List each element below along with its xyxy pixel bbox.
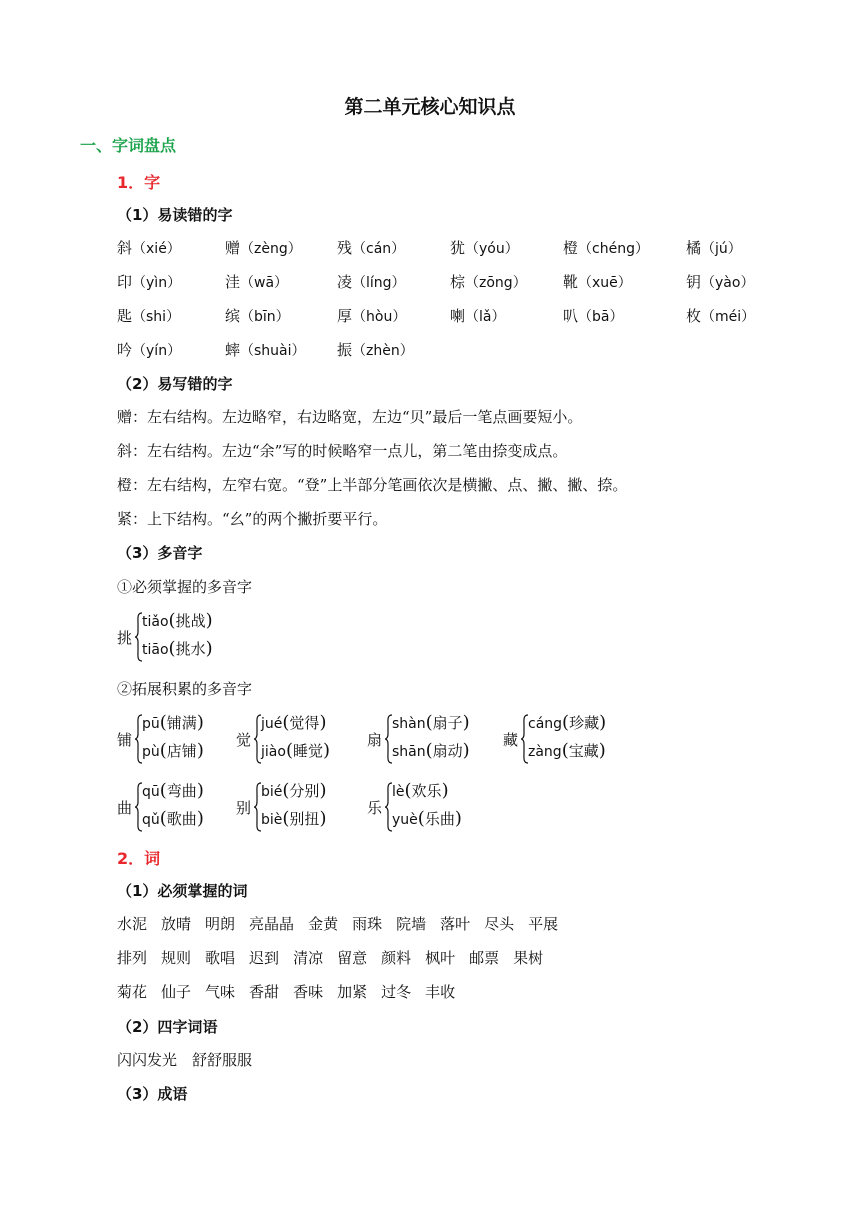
polyphone-char: 曲 (117, 799, 133, 817)
subheading-must-words: （1）必须掌握的词 (117, 882, 248, 900)
part-heading-words: 2．词 (117, 849, 161, 868)
misread-char (117, 237, 181, 258)
pinyin: shān (392, 744, 426, 760)
char: 赠 (225, 239, 241, 257)
misread-char (225, 339, 306, 360)
example-word: 宝藏 (568, 742, 599, 760)
polyphone-reading: lè(欢乐) (392, 780, 449, 801)
pinyin: yuè (392, 812, 418, 828)
misread-char (450, 237, 519, 258)
pinyin: （chéng） (578, 241, 649, 257)
write-note: 赠：左右结构。左边略窄，右边略宽，左边“贝”最后一笔点画要短小。 (117, 408, 583, 426)
polyphone-char: 乐 (367, 799, 383, 817)
polyphones-extended-label: ②拓展积累的多音字 (117, 680, 253, 698)
word: 规则 (161, 949, 192, 967)
misread-char (225, 237, 302, 258)
word: 气味 (205, 983, 236, 1001)
word: 过冬 (381, 983, 412, 1001)
example-word: 挑战 (175, 612, 206, 630)
char: 钥 (686, 273, 702, 291)
polyphone-reading: qǔ(歌曲) (142, 808, 204, 829)
word: 平展 (528, 915, 559, 933)
char: 叭 (563, 307, 579, 325)
char: 洼 (225, 273, 241, 291)
misread-char (563, 305, 623, 326)
pinyin: qū (142, 784, 160, 800)
pinyin: jué (261, 716, 283, 732)
word: 金黄 (308, 915, 339, 933)
example-word: 扇动 (432, 742, 463, 760)
pinyin: （méi） (701, 309, 756, 325)
example-word: 铺满 (166, 714, 197, 732)
word: 迟到 (249, 949, 280, 967)
word: 果树 (513, 949, 544, 967)
word: 落叶 (440, 915, 471, 933)
example-word: 别扭 (289, 810, 320, 828)
word: 颜料 (381, 949, 412, 967)
section-heading-vocab: 一、字词盘点 (80, 136, 177, 155)
polyphone-char: 挑 (117, 629, 133, 647)
example-word: 挑水 (175, 640, 206, 658)
page-title: 第二单元核心知识点 (344, 96, 516, 118)
misread-char (563, 271, 632, 292)
polyphone-char: 扇 (367, 731, 383, 749)
word: 院墙 (396, 915, 427, 933)
word: 邮票 (469, 949, 500, 967)
pinyin: bié (261, 784, 283, 800)
polyphone-char: 藏 (503, 731, 519, 749)
polyphone-reading: jué(觉得) (261, 712, 327, 733)
example-word: 扇子 (432, 714, 463, 732)
pinyin: tiǎo (142, 614, 169, 630)
polyphone-char: 别 (236, 799, 252, 817)
example-word: 店铺 (166, 742, 197, 760)
example-word: 欢乐 (411, 782, 442, 800)
subheading-miswritten: （2）易写错的字 (117, 375, 233, 393)
pinyin: （cán） (352, 241, 406, 257)
pinyin: （jú） (701, 241, 742, 257)
pinyin: pū (142, 716, 160, 732)
word: 清凉 (293, 949, 324, 967)
misread-char (337, 271, 406, 292)
polyphone-char: 铺 (117, 731, 133, 749)
polyphone-reading: cáng(珍藏) (528, 712, 607, 733)
polyphone-reading: pū(铺满) (142, 712, 204, 733)
pinyin: cáng (528, 716, 563, 732)
char: 橘 (686, 239, 702, 257)
char: 棕 (450, 273, 466, 291)
polyphone-reading: biè(别扭) (261, 808, 327, 829)
pinyin: biè (261, 812, 283, 828)
char: 犹 (450, 239, 466, 257)
word: 水泥 (117, 915, 148, 933)
polyphone-reading: jiào(睡觉) (261, 740, 331, 761)
char: 匙 (117, 307, 133, 325)
word: 丰收 (425, 983, 456, 1001)
word: 菊花 (117, 983, 148, 1001)
word: 尽头 (484, 915, 515, 933)
char: 蟀 (225, 341, 241, 359)
pinyin: （xié） (132, 241, 181, 257)
word: 香甜 (249, 983, 280, 1001)
word-row (117, 947, 557, 968)
write-note: 紧：上下结构。“幺”的两个撇折要平行。 (117, 510, 388, 528)
pinyin: zàng (528, 744, 562, 760)
polyphone-reading: shàn(扇子) (392, 712, 470, 733)
polyphone-reading: pù(店铺) (142, 740, 204, 761)
word: 亮晶晶 (249, 915, 295, 933)
char: 枚 (686, 307, 702, 325)
misread-char (117, 271, 181, 292)
word: 加紧 (337, 983, 368, 1001)
char: 凌 (337, 273, 353, 291)
pinyin: （bā） (578, 309, 624, 325)
pinyin: qǔ (142, 812, 160, 828)
write-note: 斜：左右结构。左边“余”写的时候略窄一点儿，第二笔由捺变成点。 (117, 442, 568, 460)
word: 枫叶 (425, 949, 456, 967)
pinyin: tiāo (142, 642, 169, 658)
word: 雨珠 (352, 915, 383, 933)
pinyin: （shi） (132, 309, 181, 325)
char: 残 (337, 239, 353, 257)
char: 靴 (563, 273, 579, 291)
word-row (117, 913, 572, 934)
example-word: 睡觉 (292, 742, 323, 760)
pinyin: （shuài） (240, 343, 306, 359)
misread-char (225, 271, 288, 292)
misread-char (117, 305, 180, 326)
char: 喇 (450, 307, 466, 325)
write-note: 橙：左右结构，左窄右宽。“登”上半部分笔画依次是横撇、点、撇、撇、捺。 (117, 476, 628, 494)
pinyin: （xuē） (578, 275, 632, 291)
word-row (117, 981, 469, 1002)
word: 留意 (337, 949, 368, 967)
misread-char (450, 305, 505, 326)
pinyin: （bīn） (240, 309, 290, 325)
word: 歌唱 (205, 949, 236, 967)
polyphone-reading: bié(分别) (261, 780, 327, 801)
char: 缤 (225, 307, 241, 325)
pinyin: （zhèn） (352, 343, 414, 359)
misread-char (337, 237, 405, 258)
polyphone-reading: shān(扇动) (392, 740, 470, 761)
four-char-words: 闪闪发光 舒舒服服 (117, 1051, 253, 1069)
word: 仙子 (161, 983, 192, 1001)
word: 香味 (293, 983, 324, 1001)
pinyin: （yào） (701, 275, 755, 291)
pinyin: lè (392, 784, 405, 800)
example-word: 歌曲 (166, 810, 197, 828)
pinyin: jiào (261, 744, 286, 760)
pinyin: （yóu） (465, 241, 519, 257)
subheading-four-char-words: （2）四字词语 (117, 1018, 218, 1036)
char: 印 (117, 273, 133, 291)
polyphone-char: 觉 (236, 731, 252, 749)
pinyin: （zōng） (465, 275, 527, 291)
pinyin: （wā） (240, 275, 289, 291)
misread-char (686, 237, 742, 258)
example-word: 弯曲 (166, 782, 197, 800)
pinyin: pù (142, 744, 160, 760)
word: 放晴 (161, 915, 192, 933)
misread-char (686, 271, 754, 292)
char: 斜 (117, 239, 133, 257)
char: 吟 (117, 341, 133, 359)
polyphone-reading: yuè(乐曲) (392, 808, 462, 829)
char: 振 (337, 341, 353, 359)
polyphone-reading: zàng(宝藏) (528, 740, 606, 761)
subheading-idioms: （3）成语 (117, 1085, 188, 1103)
misread-char (450, 271, 527, 292)
polyphone-reading: tiǎo(挑战) (142, 610, 213, 631)
subheading-polyphones: （3）多音字 (117, 544, 203, 562)
char: 厚 (337, 307, 353, 325)
pinyin: （yín） (132, 343, 182, 359)
subheading-misread: （1）易读错的字 (117, 206, 233, 224)
word: 明朗 (205, 915, 236, 933)
example-word: 珍藏 (569, 714, 600, 732)
misread-char (117, 339, 181, 360)
misread-char (563, 237, 649, 258)
pinyin: （yìn） (132, 275, 182, 291)
pinyin: （líng） (352, 275, 406, 291)
example-word: 觉得 (289, 714, 320, 732)
pinyin: （hòu） (352, 309, 407, 325)
example-word: 乐曲 (424, 810, 455, 828)
polyphone-reading: tiāo(挑水) (142, 638, 213, 659)
pinyin: （zèng） (240, 241, 302, 257)
pinyin: shàn (392, 716, 426, 732)
word: 排列 (117, 949, 148, 967)
misread-char (225, 305, 290, 326)
example-word: 分别 (289, 782, 320, 800)
part-heading-chars: 1．字 (117, 173, 161, 192)
char: 橙 (563, 239, 579, 257)
polyphone-reading: qū(弯曲) (142, 780, 204, 801)
pinyin: （lǎ） (465, 309, 506, 325)
misread-char (337, 305, 406, 326)
misread-char (337, 339, 414, 360)
polyphones-must-label: ①必须掌握的多音字 (117, 578, 253, 596)
misread-char (686, 305, 755, 326)
